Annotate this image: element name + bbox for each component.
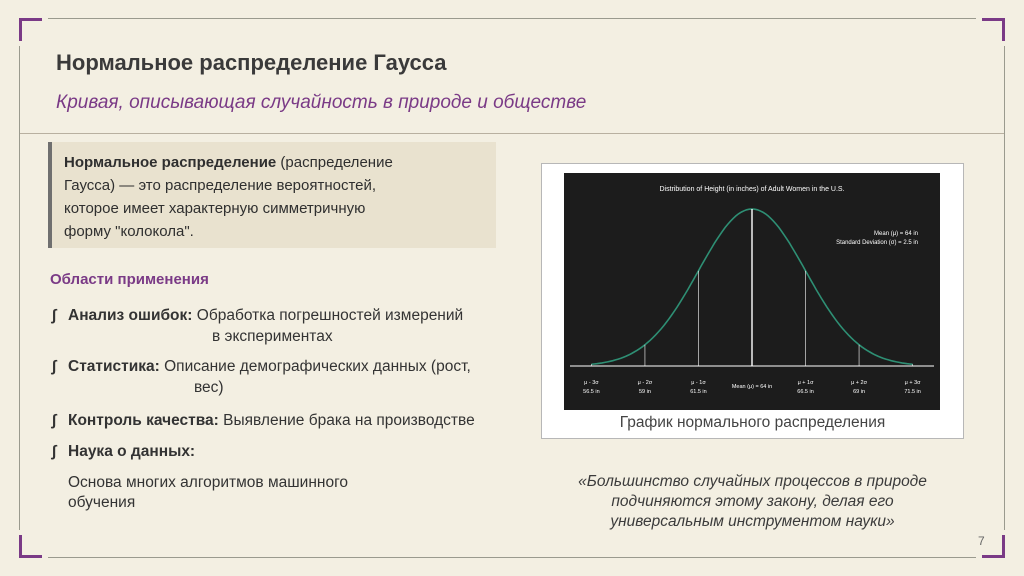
application-text: Выявление брака на производстве (223, 412, 475, 429)
application-text-cont: в экспериментах (212, 328, 333, 345)
applications-heading: Области применения (50, 271, 209, 288)
definition-line-3: которое имеет характерную симметричную (64, 200, 366, 217)
application-label: Наука о данных: (68, 443, 196, 460)
chart-card (541, 163, 964, 439)
application-text: Обработка погрешностей измерений (196, 307, 464, 324)
tick-label: μ + 1σ (797, 380, 814, 386)
application-label: Контроль качества: (68, 412, 219, 429)
corner-bracket-bottom-left (19, 535, 42, 558)
frame-right-line (1004, 46, 1005, 530)
tick-label: μ - 2σ (637, 380, 653, 386)
page-number: 7 (978, 534, 985, 548)
tick-value-label: 56.5 in (583, 389, 600, 395)
quote (541, 472, 964, 532)
corner-bracket-bottom-right (982, 535, 1005, 558)
tick-value-label: 66.5 in (797, 389, 814, 395)
tick-value-label: 69 in (853, 389, 866, 395)
chart-sd-annotation: Standard Deviation (σ) = 2.5 in (836, 240, 918, 246)
chart-title: Distribution of Height (in inches) of Adult Women in the U.S. (659, 186, 845, 193)
integral-icon: ∫ (52, 443, 57, 460)
definition-line-2: Гаусса) — это распределение вероятностей, (64, 177, 377, 194)
application-text-cont: обучения (68, 494, 136, 511)
tick-value-label: 61.5 in (690, 389, 707, 395)
application-item (52, 305, 463, 327)
chart-mean-annotation: Mean (μ) = 64 in (874, 231, 918, 237)
quote-line-2: подчиняются этому закону, делая его (611, 493, 894, 510)
frame-left-line (19, 46, 20, 530)
application-text: Основа многих алгоритмов машинного (68, 474, 349, 491)
tick-label: Mean (μ) = 64 in (731, 384, 773, 390)
application-label: Анализ ошибок: (68, 307, 193, 324)
tick-value-label: 71.5 in (904, 389, 921, 395)
application-label: Статистика: (68, 358, 160, 375)
tick-label: μ + 2σ (851, 380, 868, 386)
normal-distribution-chart (564, 173, 940, 410)
frame-top-line (48, 18, 976, 19)
tick-label: μ - 1σ (691, 380, 706, 386)
definition-rest: (распределение (276, 154, 393, 171)
application-text-cont: вес) (194, 379, 224, 396)
integral-icon: ∫ (52, 307, 57, 324)
frame-bottom-line (48, 557, 976, 558)
slide-title: Нормальное распределение Гаусса (56, 50, 447, 75)
tick-label: μ + 3σ (904, 380, 921, 386)
application-item (52, 356, 471, 378)
header-divider (20, 133, 1004, 134)
definition-line-1 (64, 151, 484, 174)
chart-caption: График нормального распределения (619, 414, 886, 431)
integral-icon: ∫ (52, 412, 57, 429)
quote-line-3: универсальным инструментом науки» (610, 513, 895, 530)
application-item (52, 410, 475, 432)
quote-line-1: «Большинство случайных процессов в природе (578, 473, 927, 490)
application-text: Описание демографических данных (рост, (164, 358, 471, 375)
tick-value-label: 59 in (638, 389, 651, 395)
tick-label: μ - 3σ (584, 380, 599, 386)
definition-term: Нормальное распределение (64, 154, 277, 171)
integral-icon: ∫ (52, 358, 57, 375)
definition-line-4: форму "колокола". (64, 223, 194, 240)
application-item (52, 441, 195, 463)
corner-bracket-top-left (19, 18, 42, 41)
slide-subtitle: Кривая, описывающая случайность в природе и обществе (56, 92, 587, 113)
definition-box (48, 142, 496, 248)
corner-bracket-top-right (982, 18, 1005, 41)
